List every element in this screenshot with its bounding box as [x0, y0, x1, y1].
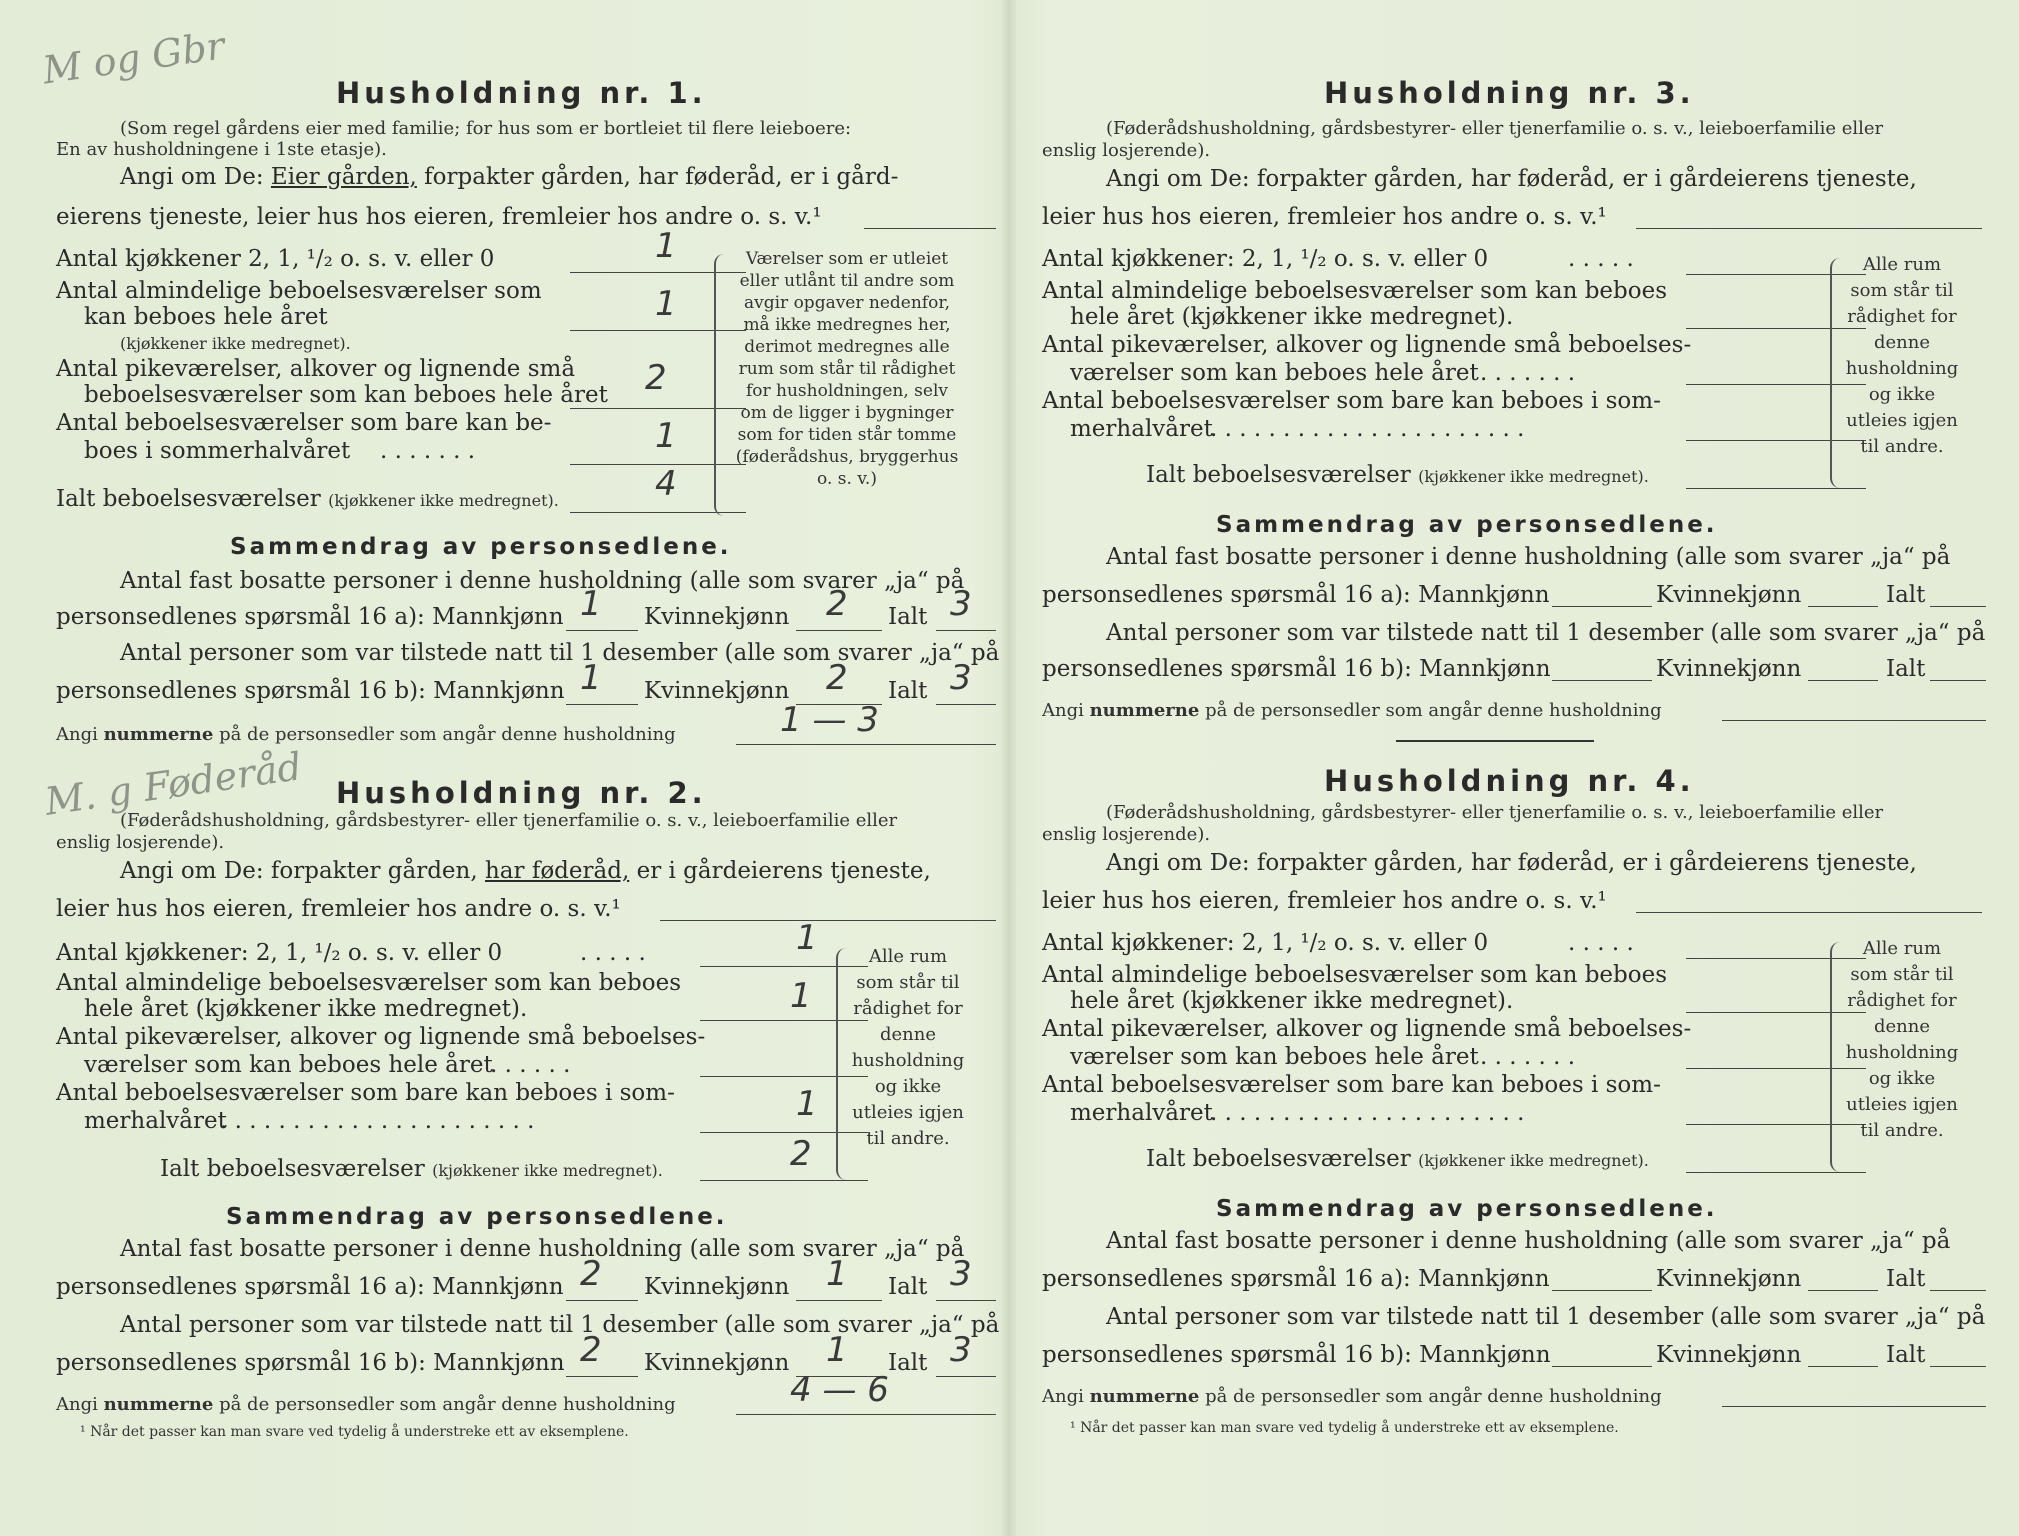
h3-a-kvinne-label: Kvinnekjønn [1656, 582, 1802, 608]
h1-sammendrag-title: Sammendrag av personsedlene. [230, 534, 732, 560]
h4-tilstede-1: Antal personer som var tilstede natt til 1 desember (alle som svarer „ja“ på [1106, 1304, 1986, 1330]
h3-tilstede-2: personsedlenes spørsmål 16 b): Mannkjønn [1042, 656, 1551, 682]
h2-sammendrag-title: Sammendrag av personsedlene. [226, 1204, 728, 1230]
h2-row-ialt [160, 1156, 663, 1182]
h4-angi-nummer [1042, 1386, 1662, 1407]
h1-row-sommer-b: boes i sommerhalvåret [84, 438, 351, 464]
h3-ialt-paren: (kjøkkener ikke medregnet). [1418, 467, 1649, 486]
h1-b-kvinne: 2 [826, 658, 848, 698]
h1-a-kvinne: 2 [826, 584, 848, 624]
h3-angi-line-1: Angi om De: forpakter gården, har føderåd, er i gårdeierens tjeneste, [1106, 166, 1917, 192]
h4-angi-nummer-post: på de personsedler som angår denne husholdning [1199, 1386, 1662, 1407]
h4-row-ialt [1146, 1146, 1649, 1172]
h1-fast-2: personsedlenes spørsmål 16 a): Mannkjønn [56, 604, 564, 630]
h1-angi-suffix: forpakter gården, har føderåd, er i gård- [416, 164, 899, 190]
h2-angi-nummer [56, 1394, 676, 1415]
h2-angi-nummer-post: på de personsedler som angår denne husholdning [213, 1394, 676, 1415]
h2-intro-1: (Føderådshusholdning, gårdsbestyrer- eller tjenerfamilie o. s. v., leieboerfamilie eller [120, 810, 898, 831]
h2-fast-1: Antal fast bosatte personer i denne husholdning (alle som svarer „ja“ på [120, 1236, 965, 1262]
h3-b-k-line [1808, 680, 1878, 681]
h1-nummer-line [736, 744, 996, 745]
h4-a-ialt-label: Ialt [1886, 1266, 1926, 1292]
h1-tilstede-2: personsedlenes spørsmål 16 b): Mannkjønn [56, 678, 565, 704]
h4-title: Husholdning nr. 4. [1324, 764, 1695, 798]
h4-ialt-label: Ialt beboelsesværelser [1146, 1146, 1411, 1172]
h3-angi-nummer [1042, 700, 1662, 721]
h3-b-ialt-label: Ialt [1886, 656, 1926, 682]
h3-row-pike-b: værelser som kan beboes hele året [1070, 360, 1479, 386]
h2-sommer-value: 1 [796, 1084, 818, 1124]
h4-row-alm-a: Antal almindelige beboelsesværelser som kan beboes [1042, 962, 1668, 988]
h2-a-ialt-label: Ialt [888, 1274, 928, 1300]
h3-a-i-line [1930, 606, 1986, 607]
h2-title: Husholdning nr. 2. [336, 776, 707, 810]
right-page [1040, 0, 1986, 1536]
h4-row-sommer-a: Antal beboelsesværelser som bare kan beboes i som- [1042, 1072, 1661, 1098]
h3-b-m-line [1552, 680, 1652, 681]
h4-intro-2: enslig losjerende). [1042, 824, 1211, 845]
h4-a-k-line [1808, 1290, 1878, 1291]
h2-row-alm-b: hele året (kjøkkener ikke medregnet). [84, 996, 528, 1022]
h2-nummer-line [736, 1414, 996, 1415]
h1-angi-nummer-pre: Angi [56, 724, 104, 745]
h1-b-i-line [936, 704, 996, 705]
h2-ialt-value: 2 [790, 1134, 812, 1174]
h2-a-kvinne: 1 [826, 1254, 848, 1294]
h2-b-mann: 2 [580, 1330, 602, 1370]
h2-side-note: Alle rum som står til rådighet for denne husholdning og ikke utleies igjen til andre. [851, 946, 965, 1149]
h2-angi-line-2: leier hus hos eieren, fremleier hos andre o. s. v.¹ [56, 896, 621, 922]
h2-a-i-line [936, 1300, 996, 1301]
h1-row-sommer-dots: . . . . . . . [380, 438, 476, 464]
h1-a-m-line [566, 630, 638, 631]
h3-b-i-line [1930, 680, 1986, 681]
h1-row-alm-c: (kjøkkener ikke medregnet). [120, 334, 351, 353]
handwritten-note-top: M og Gbr [39, 23, 228, 93]
h3-row-sommer-b: merhalvåret [1070, 416, 1213, 442]
h2-nummer-value: 4 — 6 [790, 1370, 889, 1410]
h2-alm-value: 1 [790, 976, 812, 1016]
h1-b-mann: 1 [580, 658, 602, 698]
h2-angi-suffix: er i gårdeierens tjeneste, [629, 858, 931, 884]
h1-row-ialt [56, 486, 559, 512]
h2-a-k-line [796, 1300, 882, 1301]
h1-angi-nummer-bold: nummerne [103, 724, 214, 745]
h3-angi-line-2: leier hus hos eieren, fremleier hos andre o. s. v.¹ [1042, 204, 1607, 230]
h4-side-note: Alle rum som står til rådighet for denne husholdning og ikke utleies igjen til andre. [1845, 938, 1959, 1141]
left-footnote: ¹ Når det passer kan man svare ved tydelig å understreke ett av eksemplene. [80, 1424, 629, 1440]
h2-angi-prefix: Angi om De: forpakter gården, [120, 858, 485, 884]
h1-pike-value: 2 [645, 358, 667, 398]
h3-row-pike-dots: . . . . . . . [1480, 360, 1576, 386]
h1-brace [714, 254, 730, 516]
h4-b-i-line [1930, 1366, 1986, 1367]
h2-a-kvinne-label: Kvinnekjønn [644, 1274, 790, 1300]
h2-angi-line-1 [120, 858, 931, 884]
h2-tilstede-1: Antal personer som var tilstede natt til 1 desember (alle som svarer „ja“ på [120, 1312, 1000, 1338]
h1-a-k-line [796, 630, 882, 631]
h3-row-sommer-dots: . . . . . . . . . . . . . . . . . . . . . . [1210, 416, 1525, 442]
h4-row-sommer-dots: . . . . . . . . . . . . . . . . . . . . . . [1210, 1100, 1525, 1126]
h3-row-sommer-a: Antal beboelsesværelser som bare kan beboes i som- [1042, 388, 1661, 414]
h4-row-kjokken: Antal kjøkkener: 2, 1, ¹/₂ o. s. v. eller 0 [1042, 930, 1489, 956]
h2-b-ialt-label: Ialt [888, 1350, 928, 1376]
h1-a-ialt-label: Ialt [888, 604, 928, 630]
h4-a-kvinne-label: Kvinnekjønn [1656, 1266, 1802, 1292]
h1-a-kvinne-label: Kvinnekjønn [644, 604, 790, 630]
h4-sammendrag-title: Sammendrag av personsedlene. [1216, 1196, 1718, 1222]
h1-fast-1: Antal fast bosatte personer i denne husholdning (alle som svarer „ja“ på [120, 568, 965, 594]
h3-row-alm-a: Antal almindelige beboelsesværelser som kan beboes [1042, 278, 1668, 304]
h1-sommer-value: 1 [655, 416, 677, 456]
h1-row-alm-a: Antal almindelige beboelsesværelser som [56, 278, 542, 304]
h4-angi-line-1: Angi om De: forpakter gården, har føderåd, er i gårdeierens tjeneste, [1106, 850, 1917, 876]
h1-ialt-label: Ialt beboelsesværelser [56, 486, 321, 512]
h2-row-kjokken-dots: . . . . . [580, 940, 646, 966]
h2-row-sommer-b: merhalvåret [84, 1108, 227, 1134]
h4-row-pike-dots: . . . . . . . [1480, 1044, 1576, 1070]
h2-row-sommer-a: Antal beboelsesværelser som bare kan beboes i som- [56, 1080, 675, 1106]
h3-sammendrag-title: Sammendrag av personsedlene. [1216, 512, 1718, 538]
h1-a-ialt: 3 [950, 584, 972, 624]
h4-fast-1: Antal fast bosatte personer i denne husholdning (alle som svarer „ja“ på [1106, 1228, 1951, 1254]
h4-row-pike-b: værelser som kan beboes hele året [1070, 1044, 1479, 1070]
h2-row-pike-a: Antal pikeværelser, alkover og lignende små beboelses- [56, 1024, 706, 1050]
h2-intro-2: enslig losjerende). [56, 832, 225, 853]
h1-b-kvinne-label: Kvinnekjønn [644, 678, 790, 704]
h3-angi-nummer-bold: nummerne [1089, 700, 1200, 721]
h1-intro-1: (Som regel gårdens eier med familie; for hus som er bortleiet til flere leieboere: [120, 118, 852, 139]
h2-angi-answer-line [660, 920, 996, 921]
h2-a-mann: 2 [580, 1254, 602, 1294]
h3-row-kjokken: Antal kjøkkener: 2, 1, ¹/₂ o. s. v. eller 0 [1042, 246, 1489, 272]
h1-b-ialt-label: Ialt [888, 678, 928, 704]
h1-b-ialt: 3 [950, 658, 972, 698]
h4-a-m-line [1552, 1290, 1652, 1291]
h4-angi-line-2: leier hus hos eieren, fremleier hos andre o. s. v.¹ [1042, 888, 1607, 914]
h4-angi-answer-line [1636, 912, 1982, 913]
h2-ialt-line [700, 1180, 868, 1181]
h3-intro-1: (Føderådshusholdning, gårdsbestyrer- eller tjenerfamilie o. s. v., leieboerfamilie eller [1106, 118, 1884, 139]
h1-angi-line-2: eierens tjeneste, leier hus hos eieren, fremleier hos andre o. s. v.¹ [56, 204, 822, 230]
h4-row-alm-b: hele året (kjøkkener ikke medregnet). [1070, 988, 1514, 1014]
h3-ialt-line [1686, 488, 1866, 489]
h1-row-kjokken: Antal kjøkkener 2, 1, ¹/₂ o. s. v. eller 0 [56, 246, 495, 272]
h4-angi-nummer-pre: Angi [1042, 1386, 1090, 1407]
right-footnote: ¹ Når det passer kan man svare ved tydelig å understreke ett av eksemplene. [1070, 1420, 1619, 1436]
h1-b-m-line [566, 704, 638, 705]
h3-fast-1: Antal fast bosatte personer i denne husholdning (alle som svarer „ja“ på [1106, 544, 1951, 570]
h2-row-alm-a: Antal almindelige beboelsesværelser som kan beboes [56, 970, 682, 996]
h1-side-note: Værelser som er utleiet eller utlånt til andre som avgir opgaver nedenfor, må ikke medregnes her, derimot medregnes alle rum som står til rådighet for husholdningen, selv om de ligger i bygninger som for tiden står tomme (føderådshus, bryggerhus o. s. v.) [735, 249, 959, 489]
h2-row-sommer-dots: . . . . . . . . . . . . . . . . . . . . . . [220, 1108, 535, 1134]
h1-row-pike-a: Antal pikeværelser, alkover og lignende små [56, 356, 576, 382]
h1-row-alm-b: kan beboes hele året [84, 304, 328, 330]
page-fold [1002, 0, 1016, 1536]
h3-angi-nummer-pre: Angi [1042, 700, 1090, 721]
h3-row-kjokken-dots: . . . . . [1568, 246, 1634, 272]
h4-a-i-line [1930, 1290, 1986, 1291]
h1-angi-line-1 [120, 164, 898, 190]
h1-ialt-paren: (kjøkkener ikke medregnet). [328, 491, 559, 510]
h4-b-k-line [1808, 1366, 1878, 1367]
h2-b-m-line [566, 1376, 638, 1377]
h1-ialt-value: 4 [655, 464, 677, 504]
h2-tilstede-2: personsedlenes spørsmål 16 b): Mannkjønn [56, 1350, 565, 1376]
h4-nummer-line [1722, 1406, 1986, 1407]
h3-b-kvinne-label: Kvinnekjønn [1656, 656, 1802, 682]
h3-ialt-label: Ialt beboelsesværelser [1146, 462, 1411, 488]
h4-b-ialt-label: Ialt [1886, 1342, 1926, 1368]
h4-intro-1: (Føderådshusholdning, gårdsbestyrer- eller tjenerfamilie o. s. v., leieboerfamilie eller [1106, 802, 1884, 823]
h1-a-i-line [936, 630, 996, 631]
h3-angi-answer-line [1636, 228, 1982, 229]
h1-angi-eier-underlined: Eier gården, [270, 164, 417, 190]
h1-nummer-value: 1 — 3 [780, 700, 879, 740]
left-page [39, 0, 1000, 1536]
h3-angi-nummer-post: på de personsedler som angår denne husholdning [1199, 700, 1662, 721]
h3-a-ialt-label: Ialt [1886, 582, 1926, 608]
h1-intro-2: En av husholdningene i 1ste etasje). [56, 139, 387, 160]
h2-a-m-line [566, 1300, 638, 1301]
h4-angi-nummer-bold: nummerne [1089, 1386, 1200, 1407]
h1-angi-nummer-post: på de personsedler som angår denne husholdning [213, 724, 676, 745]
section-separator [1396, 740, 1594, 742]
h2-row-pike-b: værelser som kan beboes hele året [84, 1052, 493, 1078]
h3-row-pike-a: Antal pikeværelser, alkover og lignende små beboelses- [1042, 332, 1692, 358]
h1-angi-answer-line [864, 228, 996, 229]
h2-ialt-label: Ialt beboelsesværelser [160, 1156, 425, 1182]
h4-ialt-paren: (kjøkkener ikke medregnet). [1418, 1151, 1649, 1170]
h1-alm-value: 1 [655, 284, 677, 324]
h3-a-k-line [1808, 606, 1878, 607]
h4-b-kvinne-label: Kvinnekjønn [1656, 1342, 1802, 1368]
h3-side-note: Alle rum som står til rådighet for denne husholdning og ikke utleies igjen til andre. [1845, 254, 1959, 457]
h2-b-ialt: 3 [950, 1330, 972, 1370]
h2-ialt-paren: (kjøkkener ikke medregnet). [432, 1161, 663, 1180]
h3-row-alm-b: hele året (kjøkkener ikke medregnet). [1070, 304, 1514, 330]
h3-title: Husholdning nr. 3. [1324, 76, 1695, 110]
h4-tilstede-2: personsedlenes spørsmål 16 b): Mannkjønn [1042, 1342, 1551, 1368]
h3-fast-2: personsedlenes spørsmål 16 a): Mannkjønn [1042, 582, 1550, 608]
h4-row-sommer-b: merhalvåret [1070, 1100, 1213, 1126]
h1-row-sommer-a: Antal beboelsesværelser som bare kan be- [56, 410, 552, 436]
h2-b-kvinne: 1 [826, 1330, 848, 1370]
handwritten-note-h2: M. g Føderåd [42, 744, 305, 824]
h1-angi-nummer [56, 724, 676, 745]
h2-angi-nummer-bold: nummerne [103, 1394, 214, 1415]
h4-ialt-line [1686, 1172, 1866, 1173]
h3-a-m-line [1552, 606, 1652, 607]
h4-fast-2: personsedlenes spørsmål 16 a): Mannkjønn [1042, 1266, 1550, 1292]
h3-nummer-line [1722, 720, 1986, 721]
h1-tilstede-1: Antal personer som var tilstede natt til 1 desember (alle som svarer „ja“ på [120, 640, 1000, 666]
h2-kjokken-value: 1 [796, 918, 818, 958]
h3-row-ialt [1146, 462, 1649, 488]
h1-angi-prefix: Angi om De: [120, 164, 271, 190]
h2-b-kvinne-label: Kvinnekjønn [644, 1350, 790, 1376]
h3-intro-2: enslig losjerende). [1042, 140, 1211, 161]
h3-tilstede-1: Antal personer som var tilstede natt til 1 desember (alle som svarer „ja“ på [1106, 620, 1986, 646]
h2-fast-2: personsedlenes spørsmål 16 a): Mannkjønn [56, 1274, 564, 1300]
h2-row-kjokken: Antal kjøkkener: 2, 1, ¹/₂ o. s. v. eller 0 [56, 940, 503, 966]
h1-row-pike-b: beboelsesværelser som kan beboes hele året [84, 382, 608, 408]
h2-row-pike-dots: . . . . . . [490, 1052, 571, 1078]
h4-row-pike-a: Antal pikeværelser, alkover og lignende små beboelses- [1042, 1016, 1692, 1042]
h1-a-mann: 1 [580, 584, 602, 624]
h1-kjokken-value: 1 [655, 226, 677, 266]
h4-b-m-line [1552, 1366, 1652, 1367]
h4-row-kjokken-dots: . . . . . [1568, 930, 1634, 956]
h2-b-i-line [936, 1376, 996, 1377]
h1-title: Husholdning nr. 1. [336, 76, 707, 110]
h2-a-ialt: 3 [950, 1254, 972, 1294]
h2-angi-nummer-pre: Angi [56, 1394, 104, 1415]
h2-angi-foderad-underlined: har føderåd, [484, 858, 630, 884]
